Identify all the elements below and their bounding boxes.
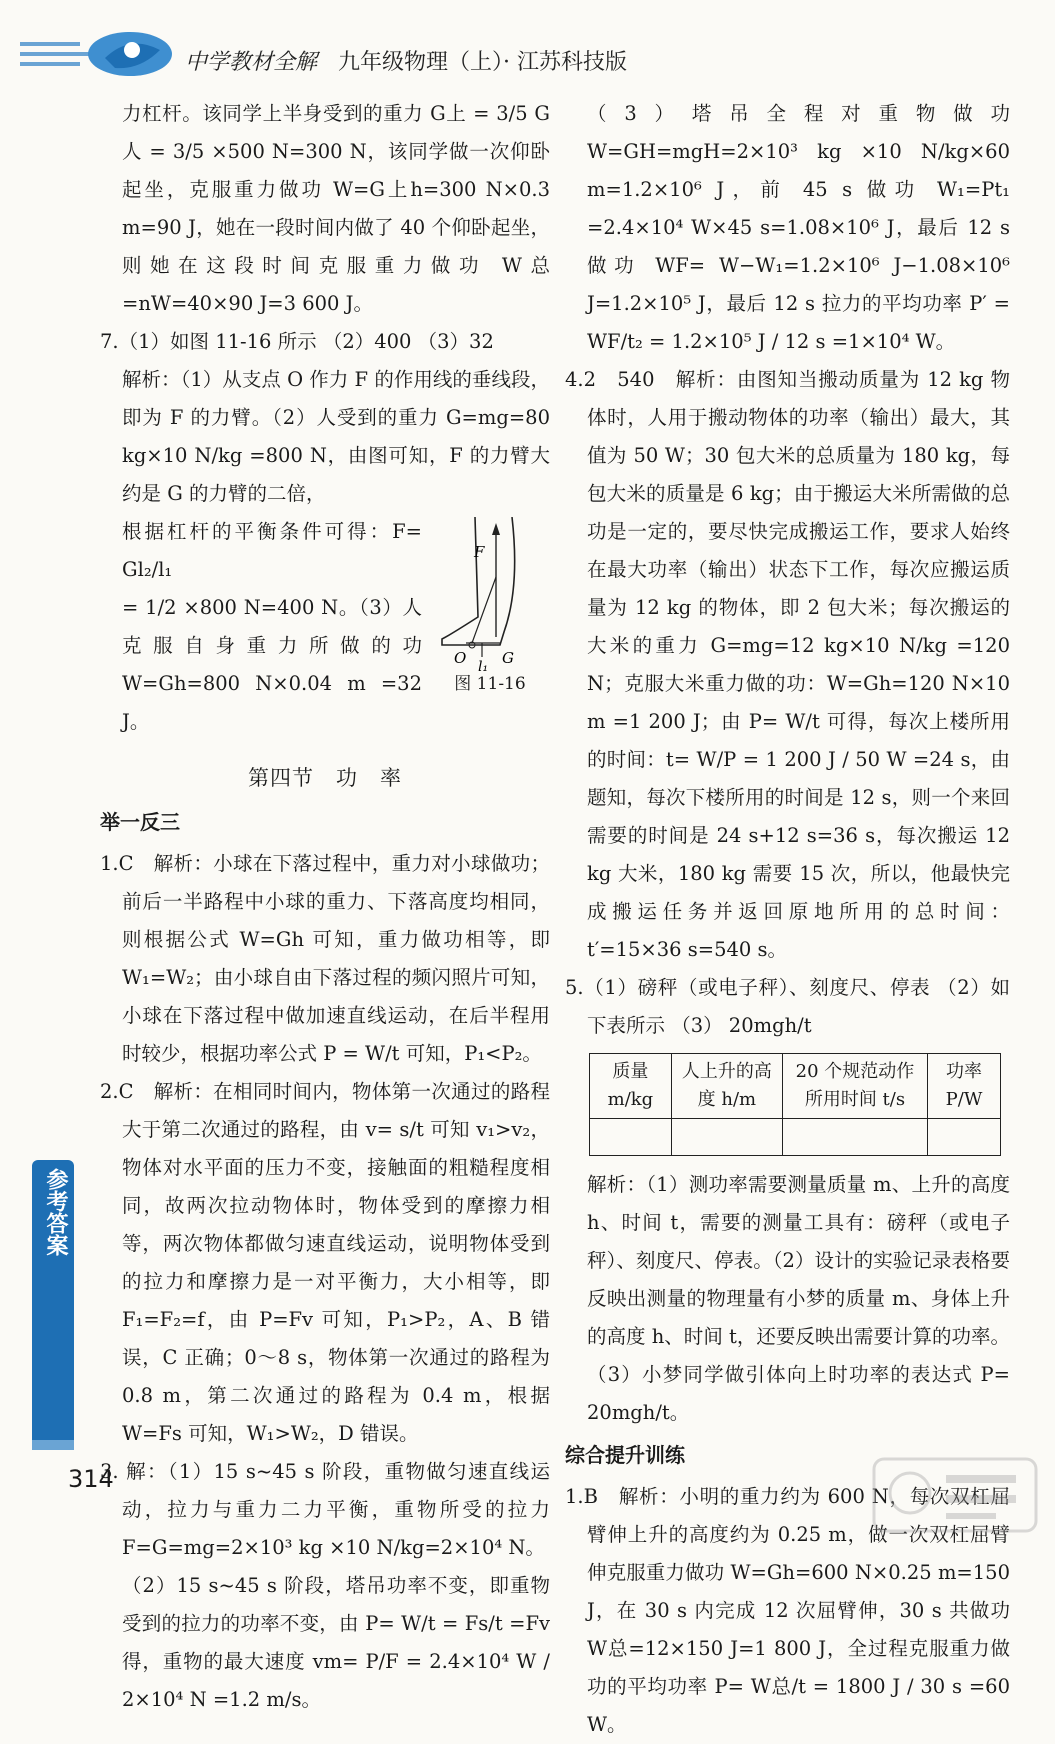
paragraph: 力杠杆。该同学上半身受到的重力 G上 = 3/5 G人 = 3/5 ×500 N=300 N，该同学做一次仰卧起坐，克服重力做功 W=G上h=300 N×0.3 m=90 J，她在一段时间内做了 40 个仰卧起坐，则她在这段时间克服重力做功 W总=nW=40×90 J=3 600 J。 [122, 102, 550, 315]
edition-label: 九年级物理（上）· 江苏科技版 [338, 50, 627, 75]
side-tab-label: 参考答案 [43, 1168, 68, 1256]
watermark-logo-icon [870, 1455, 1040, 1535]
table-header-cell: 人上升的高度 h/m [671, 1054, 782, 1119]
answer-3-part3: （3）塔吊全程对重物做功 W=GH=mgH=2×10³ kg ×10 N/kg×60 m=1.2×10⁶ J，前 45 s 做功 W₁=Pt₁ =2.4×10⁴ W×45 s=1.08×10⁶ J，最后 12 s 做功 WF= W−W₁=1.2×10⁶ J−1.08×10⁶ J=1.2×10⁵ J，最后 12 s 拉力的平均功率 P′ = WF/t₂ = 1.2×10⁵ J / 12 s =1×10⁴ W。 [587, 102, 1010, 353]
left-column [100, 95, 550, 1719]
table-header-row [590, 1054, 1001, 1119]
page-number: 314 [68, 1465, 114, 1493]
answer-5-header: 5.（1）磅秤（或电子秤）、刻度尺、停表 （2）如下表所示 （3） 20mgh/t [565, 976, 1010, 1037]
figure-diagram [430, 517, 550, 672]
series-title: 中学教材全解 [185, 50, 318, 75]
answer-1-comprehensive: 1.B 解析：小明的重力约为 600 N，每次双杠屈臂伸上升的高度约为 0.25 m，做一次双杠屈臂伸克服重力做功 W=Gh=600 N×0.25 m=150 J，在 30 s 内完成 12 次屈臂伸，30 s 共做功 W总=12×150 J=1 800 J，全过程克服重力做功的平均功率 P= W总/t = 1800 J / 30 s =60 W。 [565, 1485, 1010, 1736]
answer-7-header: 7.（1）如图 11-16 所示 （2）400 （3）32 [100, 330, 494, 353]
fig-label-O: O [454, 649, 467, 667]
table-row [590, 1119, 1001, 1156]
page-header [0, 0, 1055, 88]
figure-caption: 图 11-16 [454, 674, 526, 694]
table-cell [671, 1119, 782, 1156]
answer-3-part1: 3. 解：（1）15 s~45 s 阶段，重物做匀速直线运动，拉力与重力二力平衡，重物所受的拉力 F=G=mg=2×10³ kg ×10 N/kg=2×10⁴ N。 [100, 1460, 550, 1559]
table-cell [590, 1119, 672, 1156]
answer-3-part2: （2）15 s~45 s 阶段，塔吊功率不变，即重物受到的拉力的功率不变，由 P= W/t = Fs/t =Fv 得，重物的最大速度 vm= P/F = 2.4×10⁴ W / 2×10⁴ N =1.2 m/s。 [122, 1574, 550, 1711]
section-title: 第四节 功 率 [248, 766, 402, 790]
figure-11-16 [430, 517, 550, 696]
table-cell [928, 1119, 1001, 1156]
record-table [589, 1053, 1001, 1156]
answer-2: 2.C 解析：在相同时间内，物体第一次通过的路程大于第二次通过的路程，由 v= s/t 可知 v₁>v₂，物体对水平面的压力不变，接触面的粗糙程度相同，故两次拉动物体时，物体受到的摩擦力相等，两次物体都做匀速直线运动，说明物体受到的拉力和摩擦力是一对平衡力，大小相等，即 F₁=F₂=f，由 P=Fv 可知，P₁>P₂，A、B 错误，C 正确；0～8 s，物体第一次通过的路程为 0.8 m，第二次通过的路程为 0.4 m，根据 W=Fs 可知，W₁>W₂，D 错误。 [100, 1080, 550, 1445]
book-logo-icon [20, 28, 180, 80]
subheading: 举一反三 [100, 810, 180, 834]
fig-label-G: G [502, 649, 514, 667]
answer-7-result: = 1/2 ×800 N=400 N。（3）人克服自身重力所做的功 W=Gh=800 N×0.04 m =32 J。 [122, 596, 422, 733]
answer-7-formula: 根据杠杆的平衡条件可得：F= Gl₂/l₁ [122, 520, 422, 581]
answer-5-analysis: 解析：（1）测功率需要测量质量 m、上升的高度 h、时间 t，需要的测量工具有：磅秤（或电子秤）、刻度尺、停表。（2）设计的实验记录表格要反映出测量的物理量有小梦的质量 m、身体上升的高度 h、时间 t，还要反映出需要计算的功率。（3）小梦同学做引体向上时功率的表达式 P= 20mgh/t。 [587, 1173, 1010, 1424]
table-header-cell: 20 个规范动作所用时间 t/s [782, 1054, 927, 1119]
answer-7-analysis: 解析：（1）从支点 O 作力 F 的作用线的垂线段，即为 F 的力臂。（2）人受到的重力 G=mg=80 kg×10 N/kg =800 N，由图可知，F 的力臂大约是 G 的力臂的二倍， [122, 368, 550, 505]
subheading: 综合提升训练 [565, 1443, 685, 1467]
table-header-cell: 质量 m/kg [590, 1054, 672, 1119]
table-header-cell: 功率 P/W [928, 1054, 1001, 1119]
answer-1: 1.C 解析：小球在下落过程中，重力对小球做功；前后一半路程中小球的重力、下落高度均相同，则根据公式 W=Gh 可知，重力做功相等，即 W₁=W₂；由小球自由下落过程的频闪照片可知，小球在下落过程中做加速直线运动，在后半程用时较少，根据功率公式 P = W/t 可知，P₁<P₂。 [100, 852, 550, 1065]
fig-label-F: F [474, 543, 485, 561]
answer-4: 4.2 540 解析：由图知当搬动质量为 12 kg 物体时，人用于搬动物体的功率（输出）最大，其值为 50 W；30 包大米的总质量为 180 kg，每包大米的质量是 6 kg；由于搬运大米所需做的总功是一定的，要尽快完成搬运工作，要求人始终在最大功率（输出）状态下工作，每次应搬运质量为 12 kg 的物体，即 2 包大米；每次搬运的大米的重力 G=mg=12 kg×10 N/kg =120 N；克服大米重力做的功：W=Gh=120 N×10 m =1 200 J；由 P= W/t 可得，每次上楼所用的时间：t= W/P = 1 200 J / 50 W =24 s，由题知，每次下楼所用的时间是 12 s，则一个来回需要的时间是 24 s+12 s=36 s，每次搬运 12 kg 大米，180 kg 需要 15 次，所以，他最快完成搬运任务并返回原地所用的总时间：t′=15×36 s=540 s。 [565, 368, 1010, 961]
fig-label-l1: l₁ [478, 659, 489, 672]
table-cell [782, 1119, 927, 1156]
